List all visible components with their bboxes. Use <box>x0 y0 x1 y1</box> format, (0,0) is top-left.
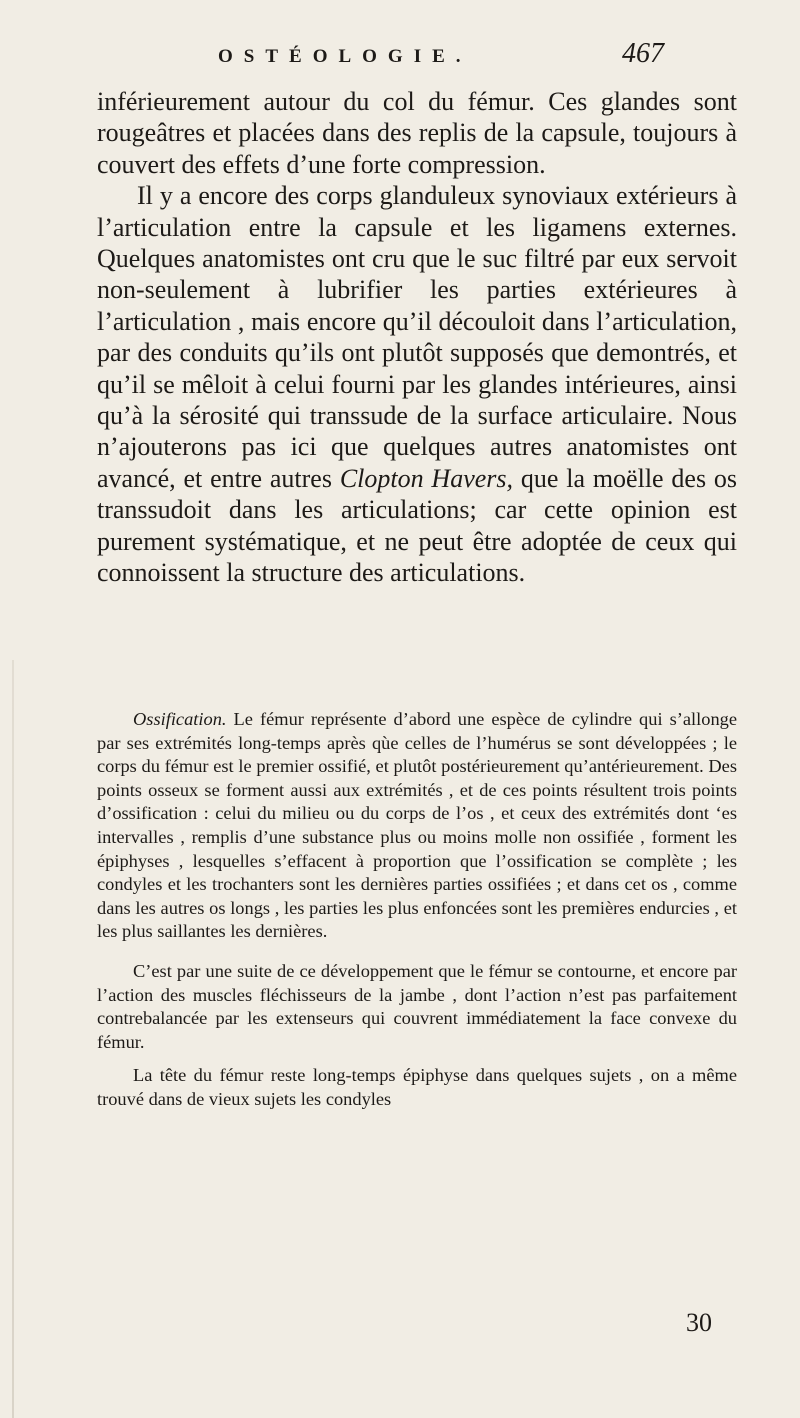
paragraph-2 <box>97 180 737 588</box>
note-paragraph-2: C’est par une suite de ce développement que le fémur se contourne, et encore par l’action des muscles fléchisseurs de la jambe , dont l’action n’est pas parfaitement contrebalancée par les extenseurs qui couvrent immédiatement la face convexe du fémur. <box>97 960 737 1052</box>
notes-section <box>97 708 737 1122</box>
note-ossification-text: Le fémur représente d’abord une espèce de cylindre qui s’allonge par ses extrémités long-temps après qùe celles de l’humérus se sont développées ; le corps du fémur est le premier ossifié, et plutôt postérieurement qu’antérieurement. Des points osseux se forment aussi aux extrémités , et de ces points résultent trois points d’ossification : celui du milieu ou du corps de l’os , et ceux des extrémités dont ‘es intervalles , remplis d’une substance plus ou moins molle non ossifiée , forment les épiphyses , lesquelles s’effacent à proportion que l’ossification se complète ; les condyles et les trochanters sont les dernières parties ossifiées ; et dans cet os , comme dans les autres os longs , les parties les plus enfoncées sont les premières endurcies , et les plus saillantes les dernières. <box>97 709 737 942</box>
main-text <box>97 86 737 589</box>
signature-mark: 30 <box>686 1308 712 1337</box>
paragraph-2-text-b: que la moëlle des os transsudoit dans les articulations; car cette opinion est purement systématique, et ne peut être adoptée de ceux qui connoissent la structure des articulations. <box>97 463 738 588</box>
page-number: 467 <box>622 38 664 69</box>
note-paragraph-3: La tête du fémur reste long-temps épiphyse dans quelques sujets , on a même trouvé dans de vieux sujets les condyles <box>97 1065 737 1109</box>
page-header <box>0 38 800 78</box>
author-name: Clopton Havers, <box>339 463 514 493</box>
page-gutter-shadow <box>12 660 14 1418</box>
paragraph-2-text-a: Il y a encore des corps glanduleux synoviaux extérieurs à l’articulation entre la capsule et les ligamens externes. Quelques anatomistes ont cru que le suc filtré par eux servoit non-seulement à lubrifier les parties extérieures à l’articulation , mais encore qu’il découloit dans l’articulation, par des conduits qu’ils ont plutôt supposés que demontrés, et qu’il se mêloit à celui fourni par les glandes intérieures, ainsi qu’à la sérosité qui transsude de la surface articulaire. Nous n’ajouterons pas ici que quelques autres anatomistes ont avancé, et entre autres <box>97 181 737 493</box>
note-heading: Ossification. <box>133 709 227 729</box>
note-ossification <box>97 708 737 944</box>
paragraph-1: inférieurement autour du col du fémur. Ces glandes sont rougeâtres et placées dans des replis de la capsule, toujours à couvert des effets d’une forte compression. <box>97 87 737 179</box>
running-title: OSTÉOLOGIE. <box>218 46 472 67</box>
